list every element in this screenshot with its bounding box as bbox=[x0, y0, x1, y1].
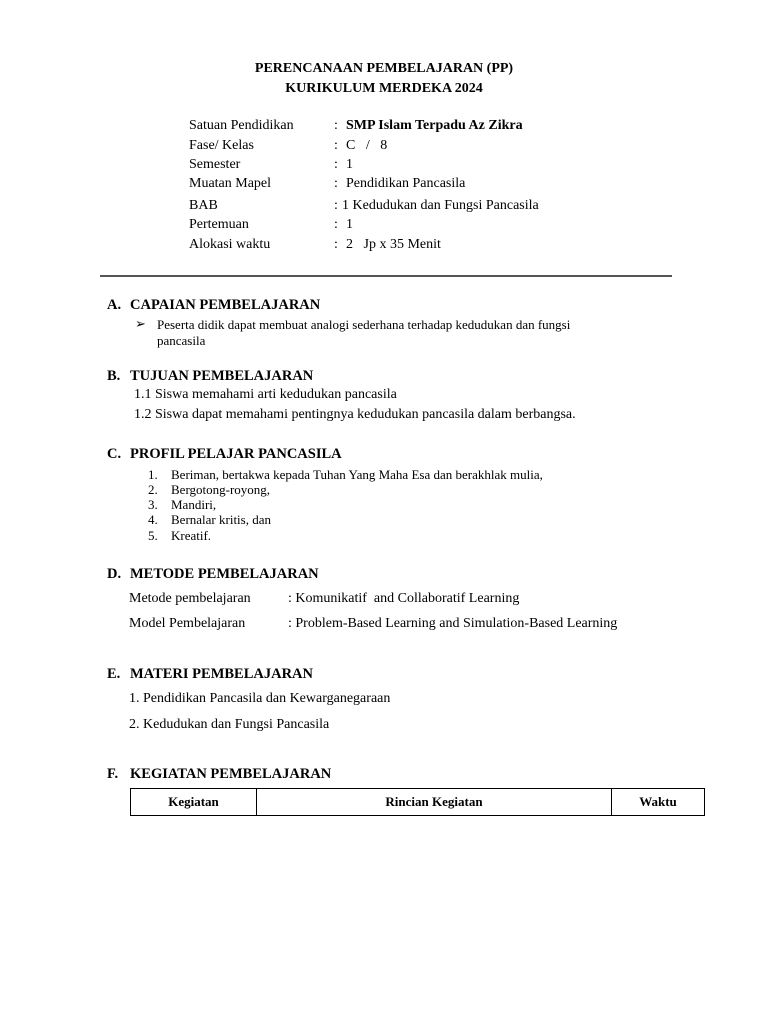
identity-separator: : bbox=[334, 157, 338, 172]
arrow-bullet-icon: ➢ bbox=[135, 316, 146, 331]
identity-value: 1 bbox=[346, 157, 353, 172]
kegiatan-table bbox=[130, 788, 705, 816]
identity-value: Pendidikan Pancasila bbox=[346, 176, 466, 191]
section-a-heading bbox=[107, 297, 320, 314]
list-item: Mandiri, bbox=[171, 497, 217, 512]
list-number: 4. bbox=[148, 512, 158, 527]
list-number: 2. bbox=[148, 482, 158, 497]
identity-label: Alokasi waktu bbox=[189, 237, 271, 252]
capaian-text-line1: Peserta didik dapat membuat analogi sederhana terhadap kedudukan dan fungsi bbox=[157, 317, 571, 332]
table-header-waktu: Waktu bbox=[612, 789, 705, 816]
section-letter: E. bbox=[107, 666, 121, 682]
section-title: METODE PEMBELAJARAN bbox=[130, 566, 319, 582]
section-title: TUJUAN PEMBELAJARAN bbox=[130, 368, 314, 384]
section-letter: D. bbox=[107, 566, 122, 582]
identity-value: C / 8 bbox=[346, 138, 388, 153]
materi-item: 2. Kedudukan dan Fungsi Pancasila bbox=[129, 717, 330, 732]
identity-label: Muatan Mapel bbox=[189, 176, 272, 191]
section-c-heading bbox=[107, 446, 342, 463]
list-item: Beriman, bertakwa kepada Tuhan Yang Maha Esa dan berakhlak mulia, bbox=[171, 467, 543, 482]
table-header-kegiatan: Kegiatan bbox=[131, 789, 257, 816]
table-header-row bbox=[131, 789, 705, 816]
section-letter: C. bbox=[107, 446, 122, 462]
section-title: MATERI PEMBELAJARAN bbox=[130, 666, 313, 682]
model-value: : Problem-Based Learning and Simulation-Based Learning bbox=[288, 616, 618, 631]
section-d-heading bbox=[107, 566, 319, 583]
identity-separator: : bbox=[334, 138, 338, 153]
section-title: CAPAIAN PEMBELAJARAN bbox=[130, 297, 321, 313]
metode-value: : Komunikatif and Collaboratif Learning bbox=[288, 591, 520, 606]
section-b-heading bbox=[107, 368, 313, 385]
doc-title-line1: PERENCANAAN PEMBELAJARAN (PP) bbox=[254, 61, 514, 76]
section-title: PROFIL PELAJAR PANCASILA bbox=[130, 446, 342, 462]
tujuan-item: 1.1 Siswa memahami arti kedudukan pancasila bbox=[134, 387, 397, 402]
identity-separator: : bbox=[334, 217, 338, 232]
list-number: 5. bbox=[148, 528, 158, 543]
section-letter: F. bbox=[107, 766, 119, 782]
identity-label: Pertemuan bbox=[189, 217, 249, 232]
identity-label: Fase/ Kelas bbox=[189, 138, 254, 153]
identity-separator: : bbox=[334, 237, 338, 252]
capaian-text-line2: pancasila bbox=[157, 333, 206, 348]
model-label: Model Pembelajaran bbox=[129, 616, 246, 631]
list-item: Bergotong-royong, bbox=[171, 482, 271, 497]
materi-item: 1. Pendidikan Pancasila dan Kewarganegaraan bbox=[129, 691, 391, 706]
metode-label: Metode pembelajaran bbox=[129, 591, 251, 606]
doc-title-line2: KURIKULUM MERDEKA 2024 bbox=[285, 81, 483, 96]
identity-separator: : bbox=[334, 176, 338, 191]
identity-separator: : bbox=[334, 198, 338, 213]
list-number: 1. bbox=[148, 467, 158, 482]
identity-label: Semester bbox=[189, 157, 241, 172]
table-header-rincian: Rincian Kegiatan bbox=[257, 789, 612, 816]
section-e-heading bbox=[107, 666, 313, 683]
section-f-heading bbox=[107, 766, 331, 783]
identity-value: SMP Islam Terpadu Az Zikra bbox=[346, 118, 523, 133]
section-letter: A. bbox=[107, 297, 122, 313]
list-item: Bernalar kritis, dan bbox=[171, 512, 271, 527]
identity-value: 2 Jp x 35 Menit bbox=[346, 237, 441, 252]
identity-value: 1 Kedudukan dan Fungsi Pancasila bbox=[342, 198, 539, 213]
header-divider bbox=[100, 275, 672, 277]
list-number: 3. bbox=[148, 497, 158, 512]
section-title: KEGIATAN PEMBELAJARAN bbox=[130, 766, 332, 782]
identity-label: Satuan Pendidikan bbox=[189, 118, 294, 133]
tujuan-item: 1.2 Siswa dapat memahami pentingnya kedudukan pancasila dalam berbangsa. bbox=[134, 407, 576, 422]
identity-separator: : bbox=[334, 118, 338, 133]
section-letter: B. bbox=[107, 368, 121, 384]
list-item: Kreatif. bbox=[171, 528, 212, 543]
identity-value: 1 bbox=[346, 217, 353, 232]
identity-label: BAB bbox=[189, 198, 218, 213]
